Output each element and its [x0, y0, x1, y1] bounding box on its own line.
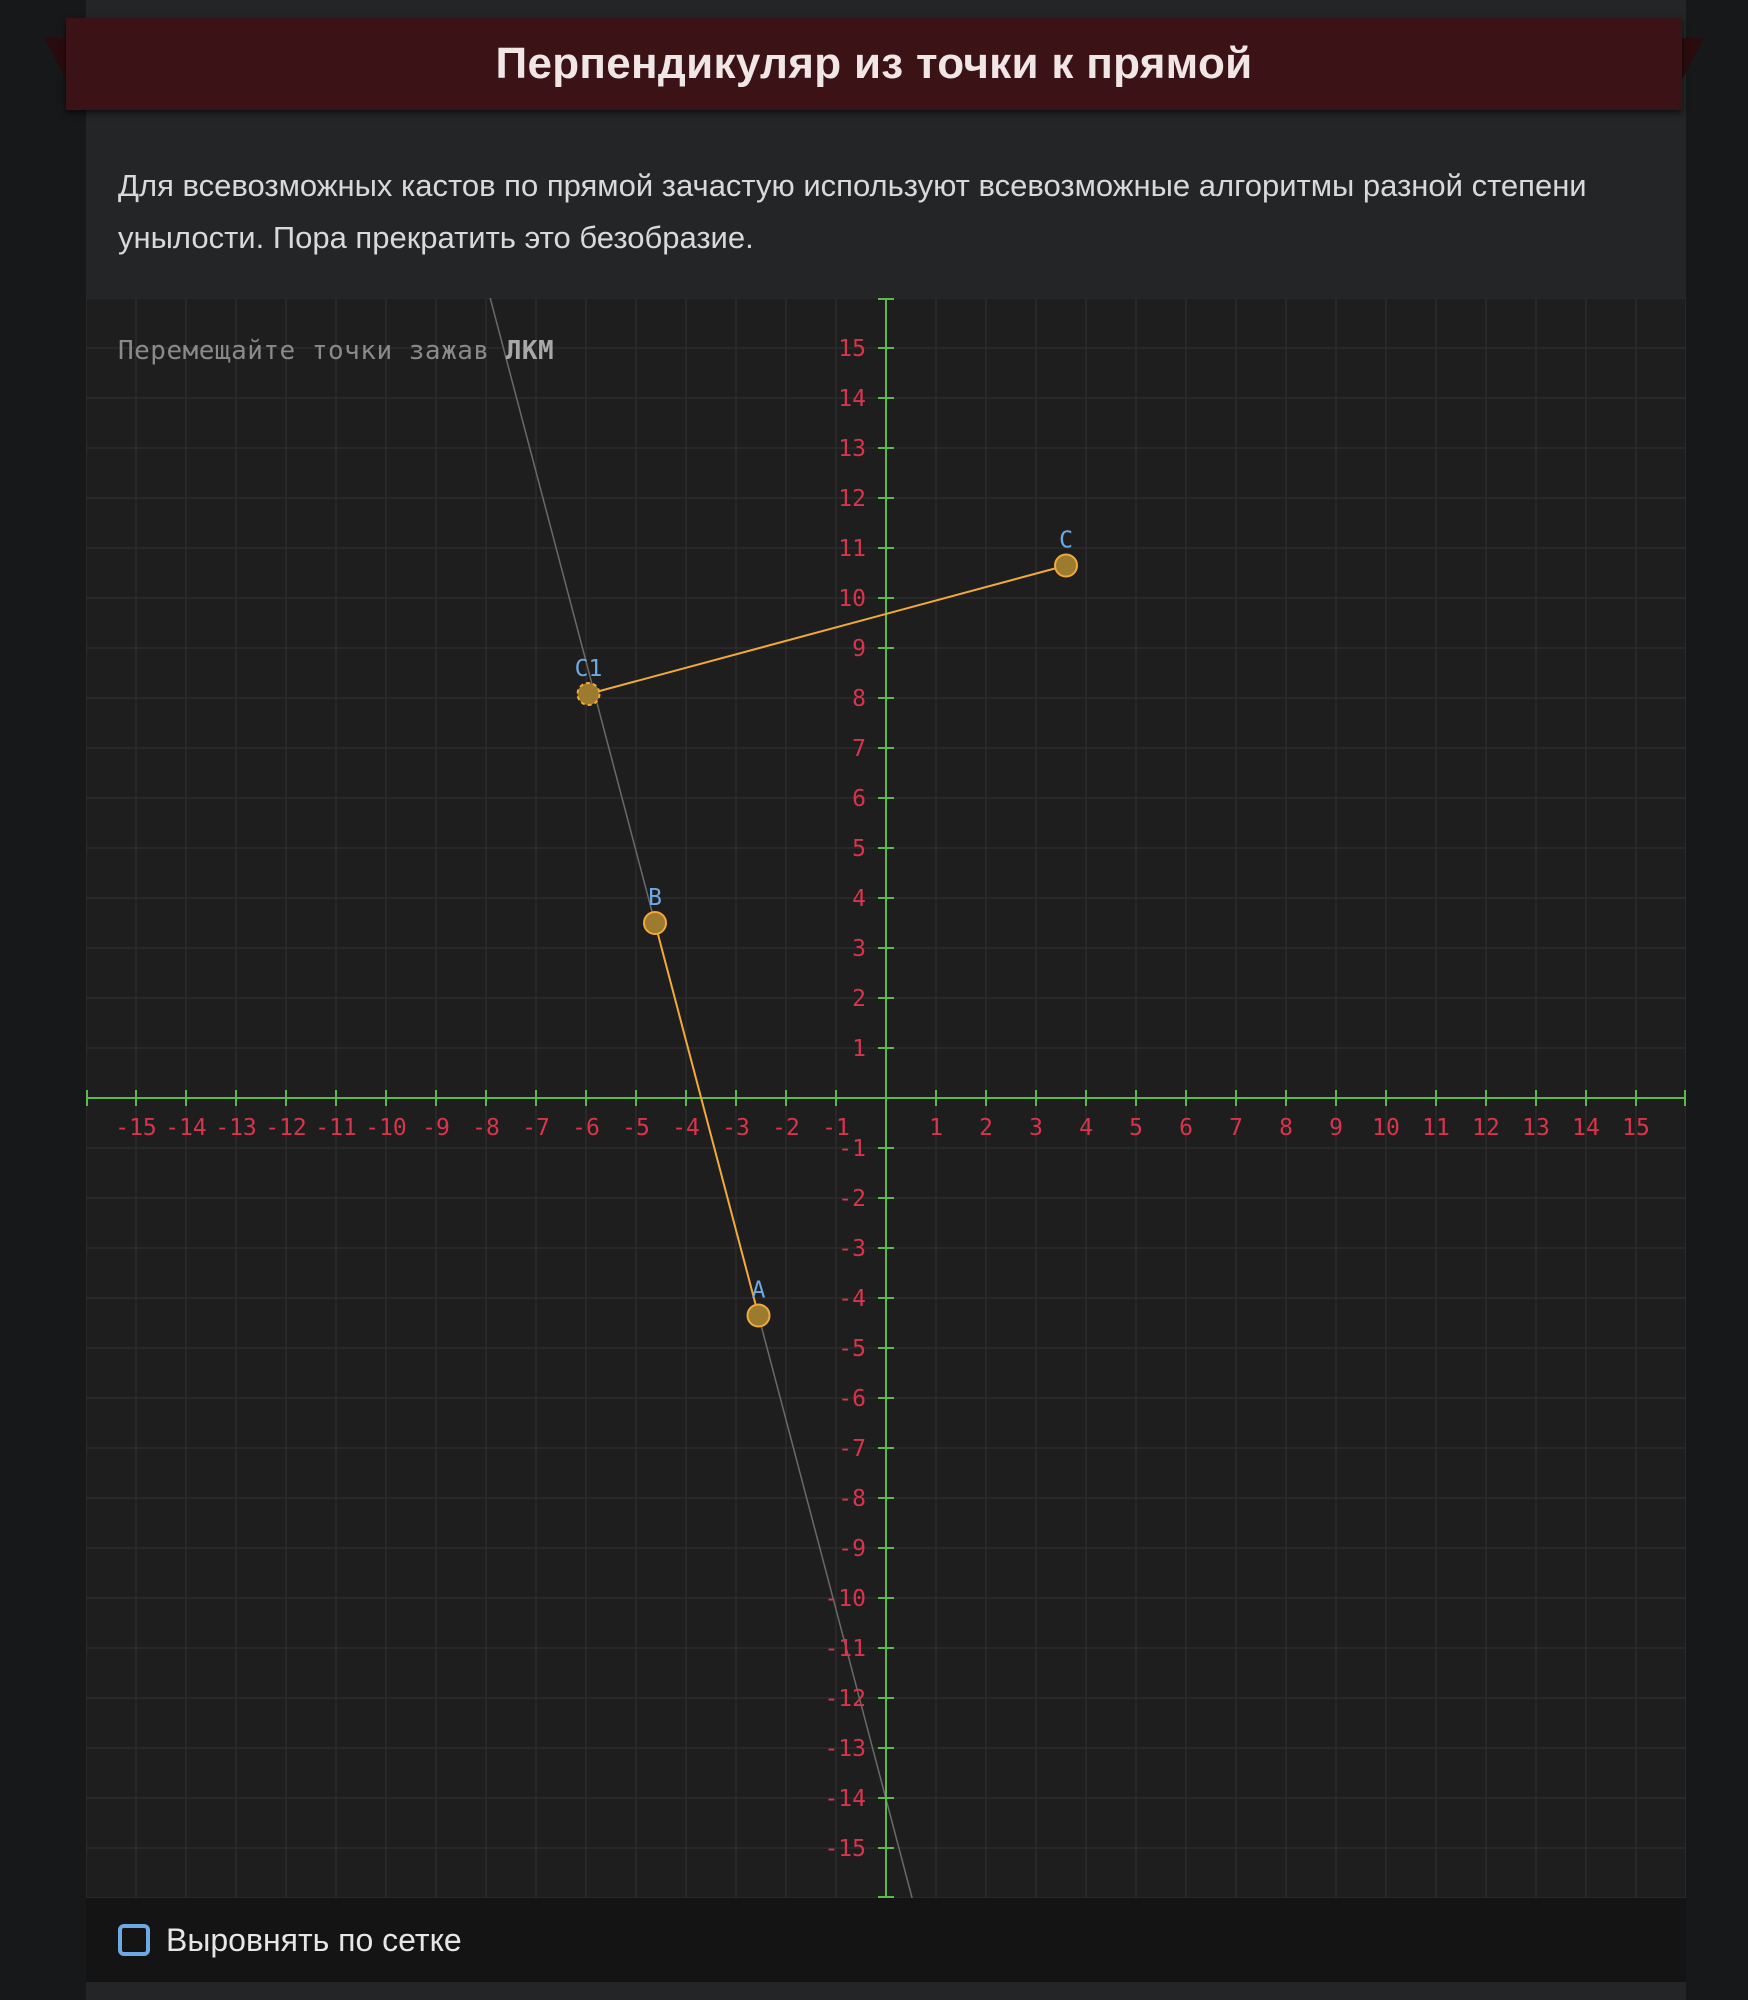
y-tick-label: -11 — [824, 1636, 866, 1662]
y-tick-label: -13 — [824, 1736, 866, 1762]
x-tick-label: 11 — [1422, 1115, 1450, 1141]
projection-point-c1 — [578, 683, 600, 705]
x-tick-label: -14 — [165, 1115, 207, 1141]
point-c[interactable] — [1055, 555, 1077, 577]
y-tick-label: -14 — [824, 1786, 866, 1812]
point-c-label: C — [1059, 527, 1073, 554]
drag-hint-key: ЛКМ — [505, 336, 555, 366]
drag-hint — [118, 336, 554, 366]
y-tick-label: 6 — [852, 786, 866, 812]
y-tick-label: 15 — [838, 336, 866, 362]
y-tick-label: -4 — [838, 1286, 866, 1312]
drag-hint-text: Перемещайте точки зажав — [118, 336, 506, 366]
page-title: Перпендикуляр из точки к прямой — [495, 39, 1253, 88]
x-tick-label: -3 — [722, 1115, 750, 1141]
point-a[interactable] — [748, 1305, 770, 1327]
title-ribbon — [44, 18, 1704, 130]
y-tick-label: 1 — [852, 1036, 866, 1062]
projection-point-c1-label: C1 — [574, 656, 603, 682]
x-tick-label: -1 — [822, 1115, 850, 1141]
x-tick-label: -12 — [265, 1115, 307, 1141]
y-tick-label: 4 — [852, 886, 866, 912]
y-tick-label: 3 — [852, 936, 866, 962]
snap-to-grid-checkbox[interactable] — [118, 1924, 150, 1956]
y-tick-label: -9 — [838, 1536, 866, 1562]
x-tick-label: -10 — [365, 1115, 407, 1141]
y-tick-label: 2 — [852, 986, 866, 1012]
x-tick-label: -15 — [115, 1115, 157, 1141]
x-tick-label: 13 — [1522, 1115, 1550, 1141]
point-a-label: A — [751, 1277, 766, 1304]
plot-svg — [86, 298, 1686, 1898]
x-tick-label: 2 — [979, 1115, 993, 1141]
projection-point-c1-group — [575, 656, 603, 705]
y-tick-label: 5 — [852, 836, 866, 862]
x-tick-label: -9 — [422, 1115, 450, 1141]
y-tick-label: 9 — [852, 636, 866, 662]
y-tick-label: -10 — [824, 1586, 866, 1612]
x-tick-label: 14 — [1572, 1115, 1600, 1141]
x-tick-label: 9 — [1329, 1115, 1343, 1141]
x-tick-label: -6 — [572, 1115, 600, 1141]
y-tick-label: -8 — [838, 1486, 866, 1512]
y-tick-label: -5 — [838, 1336, 866, 1362]
x-tick-label: 6 — [1179, 1115, 1193, 1141]
x-tick-label: -4 — [672, 1115, 700, 1141]
y-tick-label: 8 — [852, 686, 866, 712]
y-tick-label: -1 — [838, 1136, 866, 1162]
description-text: Для всевозможных кастов по прямой зачастую используют всевозможные алгоритмы разной степени унылости. Пора прекратить это безобразие. — [118, 168, 1587, 255]
y-tick-label: -15 — [824, 1836, 866, 1862]
y-tick-label: -3 — [838, 1236, 866, 1262]
x-tick-label: 7 — [1229, 1115, 1243, 1141]
point-b[interactable] — [644, 912, 666, 934]
x-tick-label: -13 — [215, 1115, 257, 1141]
geometry-canvas[interactable] — [86, 298, 1686, 1898]
x-tick-label: -11 — [315, 1115, 357, 1141]
snap-to-grid-label[interactable]: Выровнять по сетке — [166, 1921, 462, 1958]
x-tick-label: 12 — [1472, 1115, 1500, 1141]
y-tick-label: 10 — [838, 586, 866, 612]
x-tick-label: -5 — [622, 1115, 650, 1141]
x-tick-label: 15 — [1622, 1115, 1650, 1141]
y-tick-label: 11 — [838, 536, 866, 562]
options-bar — [86, 1898, 1686, 1982]
x-tick-label: 4 — [1079, 1115, 1093, 1141]
x-tick-label: -2 — [772, 1115, 800, 1141]
x-tick-label: 10 — [1372, 1115, 1400, 1141]
y-tick-label: 12 — [838, 486, 866, 512]
x-tick-label: -7 — [522, 1115, 550, 1141]
y-tick-label: 14 — [838, 386, 866, 412]
x-tick-label: 1 — [929, 1115, 943, 1141]
y-tick-label: -12 — [824, 1686, 866, 1712]
y-tick-label: -2 — [838, 1186, 866, 1212]
x-tick-label: 3 — [1029, 1115, 1043, 1141]
y-tick-label: 13 — [838, 436, 866, 462]
ribbon-banner — [66, 18, 1682, 110]
y-tick-label: 7 — [852, 736, 866, 762]
x-tick-label: 8 — [1279, 1115, 1293, 1141]
y-tick-label: -6 — [838, 1386, 866, 1412]
y-tick-label: -7 — [838, 1436, 866, 1462]
point-b-label: B — [648, 885, 662, 911]
x-tick-label: 5 — [1129, 1115, 1143, 1141]
x-tick-label: -8 — [472, 1115, 500, 1141]
